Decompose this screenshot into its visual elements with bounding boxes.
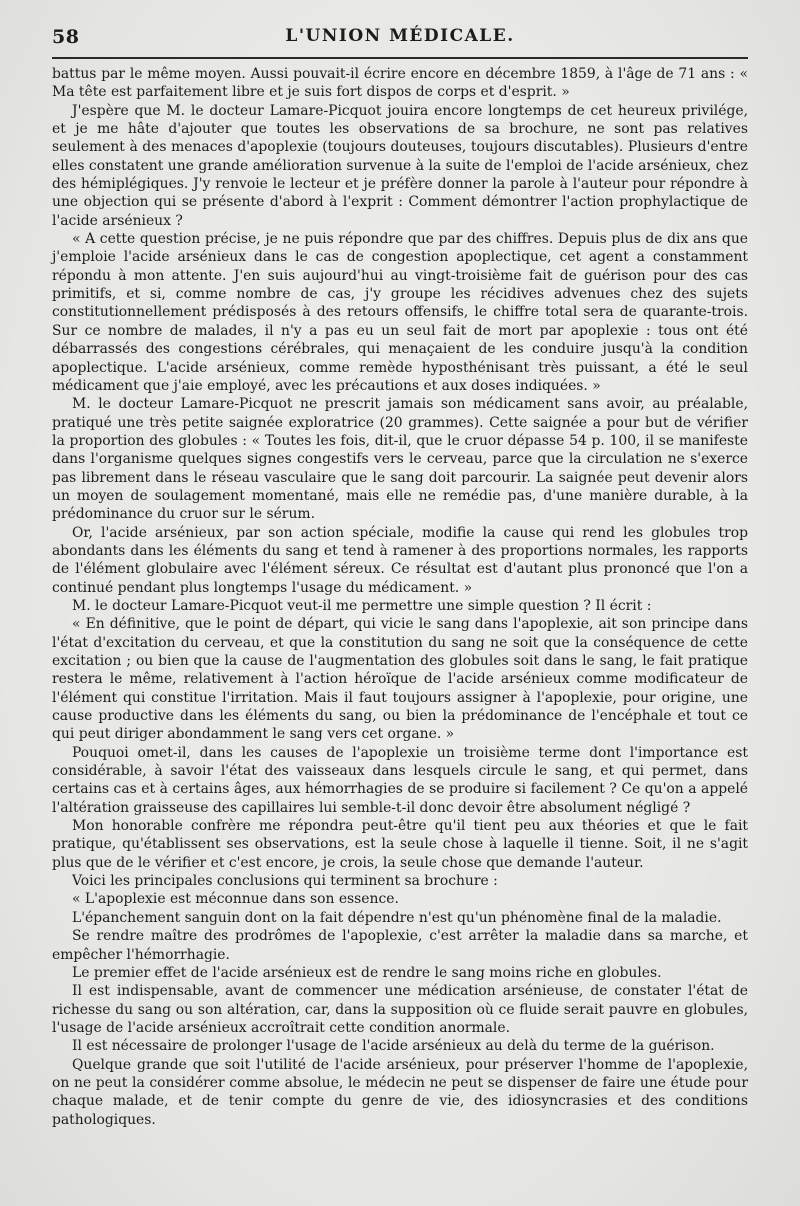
paragraph-3: « A cette question précise, je ne puis répondre que par des chiffres. Depuis plus de dix ans que j'emploie l'acide arsénieux dans le cas de congestion apoplectique, cet agent a constamment répondu à mon attente. J'en suis aujourd'hui au vingt-troisième fait de guérison pour des cas primitifs, et si, comme nombre de cas, j'y groupe les récidives advenues chez des sujets constitutionnellement prédisposés à des retours offensifs, le chiffre total sera de quarante-trois. Sur ce nombre de malades, il n'y a pas eu un seul fait de mort par apoplexie : tous ont été débarrassés des congestions cérébrales, qui menaçaient de les conduire jusqu'à la condition apoplectique. L'acide arsénieux, comme remède hyposthénisant très puissant, a été le seul médicament que j'aie employé, avec les précautions et aux doses indiquées. » xyxy=(52,231,748,394)
paragraph-9: Mon honorable confrère me répondra peut-être qu'il tient peu aux théories et que le fait pratique, qu'établissent ses observations, est la seule chose à laquelle il tienne. Soit, il ne s'agit plus que de le vérifier et c'est encore, je crois, la seule chose que demande l'auteur. xyxy=(52,818,748,871)
paragraph-15: Il est indispensable, avant de commencer une médication arsénieuse, de constater l'état de richesse du sang ou son altération, car, dans la supposition où ce fluide serait pauvre en globules, l'usage de l'acide arsénieux accroîtrait cette condition anormale. xyxy=(52,983,748,1036)
article-body xyxy=(52,65,748,1129)
running-title: L'UNION MÉDICALE. xyxy=(285,26,515,46)
paragraph-6: M. le docteur Lamare-Picquot veut-il me permettre une simple question ? Il écrit : xyxy=(72,597,652,614)
paragraph-12: L'épanchement sanguin dont on la fait dépendre n'est qu'un phénomène final de la maladie. xyxy=(72,909,722,926)
paragraph-11: « L'apoplexie est méconnue dans son essence. xyxy=(72,891,399,908)
paragraph-10: Voici les principales conclusions qui terminent sa brochure : xyxy=(72,873,498,890)
paragraph-4: M. le docteur Lamare-Picquot ne prescrit jamais son médicament sans avoir, au préalable, pratiqué une très petite saignée exploratrice (20 grammes). Cette saignée a pour but de vérifier la proportion des globules : « Toutes les fois, dit-il, que le cruor dépasse 54 p. 100, il se manifeste dans l'organisme quelques signes congestifs vers le cerveau, parce que la circulation ne s'exerce pas librement dans le réseau vasculaire que le sang doit parcourir. La saignée peut devenir alors un moyen de soulagement momentané, mais elle ne remédie pas, d'une manière durable, à la prédominance du cruor sur le sérum. xyxy=(52,396,748,523)
header-rule xyxy=(52,57,748,59)
page-number: 58 xyxy=(52,26,80,48)
paragraph-13: Se rendre maître des prodrômes de l'apoplexie, c'est arrêter la maladie dans sa marche, et empêcher l'hémorrhagie. xyxy=(52,928,748,963)
paragraph-5: Or, l'acide arsénieux, par son action spéciale, modifie la cause qui rend les globules trop abondants dans les éléments du sang et tend à ramener à des proportions normales, les rapports de l'élément globulaire avec l'élément séreux. Ce résultat est d'autant plus prononcé que l'on a continué pendant plus longtemps l'usage du médicament. » xyxy=(52,524,748,596)
paragraph-8: Pouquoi omet-il, dans les causes de l'apoplexie un troisième terme dont l'importance est considérable, à savoir l'état des vaisseaux dans lesquels circule le sang, et qui permet, dans certains cas et à certains âges, aux hémorrhagies de se produire si facilement ? Ce qu'on a appelé l'altération graisseuse des capillaires lui semble-t-il donc devoir être absolument négligé ? xyxy=(52,744,748,816)
paragraph-17: Quelque grande que soit l'utilité de l'acide arsénieux, pour préserver l'homme de l'apoplexie, on ne peut la considérer comme absolue, le médecin ne peut se dispenser de faire une étude pour chaque malade, et de tenir compte du genre de vie, des idiosyncrasies et des conditions pathologiques. xyxy=(52,1056,748,1128)
paragraph-16: Il est nécessaire de prolonger l'usage de l'acide arsénieux au delà du terme de la guérison. xyxy=(72,1038,715,1055)
paragraph-2: J'espère que M. le docteur Lamare-Picquot jouira encore longtemps de cet heureux privilége, et je me hâte d'ajouter que toutes les observations de sa brochure, ne sont pas relatives seulement à des menaces d'apoplexie (toujours douteuses, toujours discutables). Plusieurs d'entre elles constatent une grande amélioration survenue à la suite de l'emploi de l'acide arsénieux, chez des hémiplégiques. J'y renvoie le lecteur et je préfère donner la parole à l'auteur pour répondre à une objection qui se présente d'abord à l'exprit : Comment démontrer l'action prophylactique de l'acide arsénieux ? xyxy=(52,102,748,229)
paragraph-1: battus par le même moyen. Aussi pouvait-il écrire encore en décembre 1859, à l'âge de 71 ans : « Ma tête est parfaitement libre et je suis fort dispos de corps et d'esprit. » xyxy=(52,66,748,101)
paragraph-7: « En définitive, que le point de départ, qui vicie le sang dans l'apoplexie, ait son principe dans l'état d'excitation du cerveau, et que la constitution du sang ne soit que la conséquence de cette excitation ; ou bien que la cause de l'augmentation des globules soit dans le sang, le fait pratique restera le même, relativement à l'action héroïque de l'acide arsénieux comme modificateur de l'élément qui constitue l'irritation. Mais il faut toujours assigner à l'apoplexie, pour origine, une cause productive dans les éléments du sang, ou bien la prédominance de l'encéphale et tout ce qui peut diriger abondamment le sang vers cet organe. » xyxy=(52,616,748,743)
paragraph-14: Le premier effet de l'acide arsénieux est de rendre le sang moins riche en globules. xyxy=(72,964,662,981)
page-header xyxy=(52,26,748,50)
